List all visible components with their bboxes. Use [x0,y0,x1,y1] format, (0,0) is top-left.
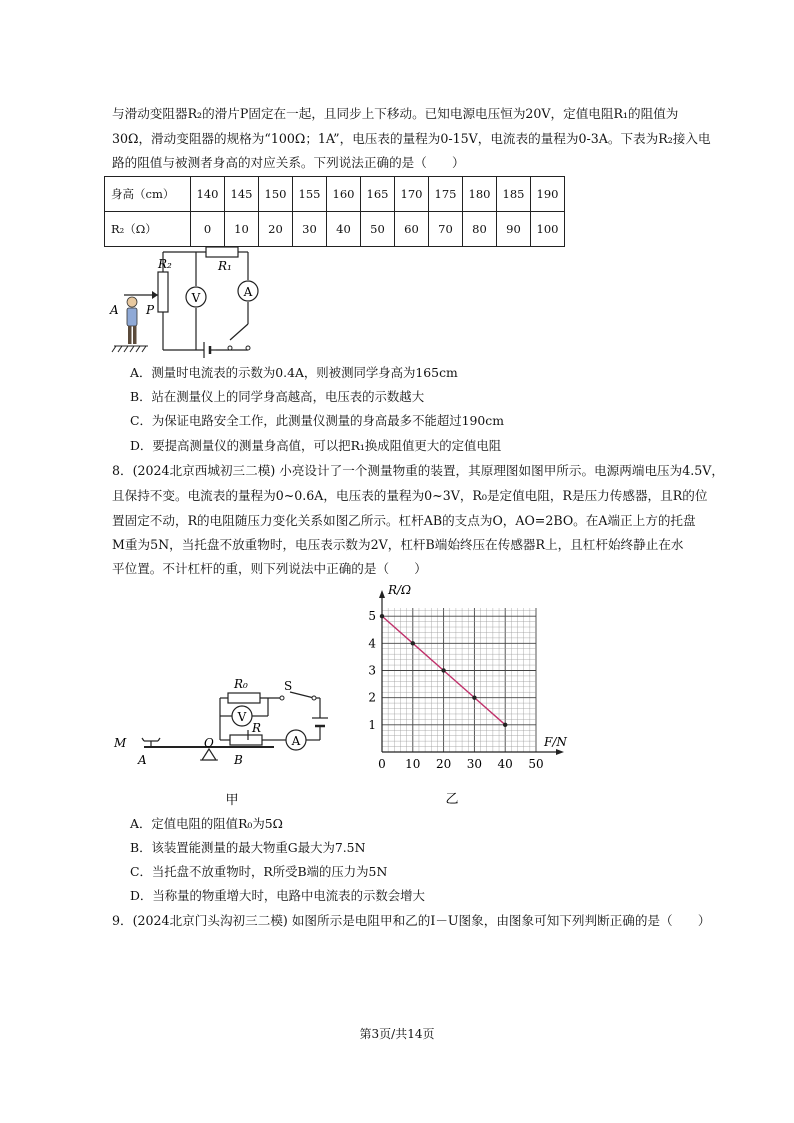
table-cell: 0 [191,212,225,247]
y-tick-label: 1 [368,717,376,732]
table-cell: 20 [259,212,293,247]
figure-jia-lever-circuit [108,668,348,808]
data-point [380,614,384,618]
table-cell: 60 [395,212,429,247]
x-axis-arrow [556,749,564,755]
point-a-label: A [110,303,119,317]
q9-text-line-1: 9．(2024北京门头沟初三二模) 如图所示是电阻甲和乙的I－U图象，由图象可知下列判断正确的是（ ） [112,913,711,928]
person-icon [127,297,137,344]
q7-option-b: B．站在测量仪上的同学身高越高，电压表的示数越大 [130,389,425,404]
x-tick-label: 50 [528,757,544,771]
table-cell: 50 [361,212,395,247]
ground-icon [112,346,148,352]
data-point [411,641,415,645]
q8-option-a: A．定值电阻的阻值R₀为5Ω [130,816,283,831]
sensor-r-label: R [252,721,262,735]
y-axis-arrow [379,590,385,598]
table-header-height: 身高（cm） [105,177,191,212]
q7-text-line-1: 与滑动变阻器R₂的滑片P固定在一起，且同步上下移动。已知电源电压恒为20V，定值电阻R₁的阻值为 [112,106,679,121]
table-header-resistance: R₂（Ω） [105,212,191,247]
r1-label: R₁ [218,259,232,273]
q8-text-line-1: 8．(2024北京西城初三二模) 小亮设计了一个测量物重的装置，其原理图如图甲所示。电源两端电压为4.5V， [112,463,724,478]
voltmeter-label: V [191,291,201,305]
table-cell: 175 [429,177,463,212]
q7-option-c: C．为保证电路安全工作，此测量仪测量的身高最多不能超过190cm [130,413,504,428]
lever-b-label: B [234,753,243,767]
data-point [472,695,476,699]
chart-xlabel: F/N [544,735,567,749]
fulcrum-icon [202,749,216,760]
table-cell: 30 [293,212,327,247]
table-cell: 160 [327,177,361,212]
r2-label: R₂ [158,257,172,271]
lever-a-label: A [138,753,147,767]
figure-yi-caption: 乙 [445,792,459,807]
q7-text-line-2: 30Ω，滑动变阻器的规格为“100Ω；1A”，电压表的量程为0-15V，电流表的量程为0-3A。下表为R₂接入电 [112,131,711,146]
table-cell: 165 [361,177,395,212]
x-tick-label: 20 [435,757,452,771]
q8-text-line-2: 且保持不变。电流表的量程为0~0.6A，电压表的量程为0~3V，R₀是定值电阻，R是压力传感器，且R的位 [112,488,708,503]
q8-text-line-5: 平位置。不计杠杆的重，则下列说法中正确的是（ ） [112,561,427,576]
height-resistance-table [104,176,565,247]
voltmeter-label: V [237,710,247,724]
table-cell: 155 [293,177,327,212]
x-tick-label: 40 [497,757,513,771]
q8-option-b: B．该装置能测量的最大物重G最大为7.5N [130,840,366,855]
table-cell: 100 [531,212,565,247]
q7-text-line-3: 路的阻值与被测者身高的对应关系。下列说法正确的是（ ） [112,155,465,170]
q8-option-c: C．当托盘不放重物时，R所受B端的压力为5N [130,864,388,879]
q7-option-d: D．要提高测量仪的测量身高值，可以把R₁换成阻值更大的定值电阻 [130,438,502,453]
x-tick-label: 0 [378,757,386,771]
table-cell: 140 [191,177,225,212]
fulcrum-o-label: O [204,736,214,750]
ammeter-label: A [243,285,253,299]
table-cell: 190 [531,177,565,212]
q8-text-line-4: M重为5N，当托盘不放重物时，电压表示数为2V，杠杆B端始终压在传感器R上，且杠杆始终静止在水 [112,537,684,552]
table-cell: 70 [429,212,463,247]
figure-yi-chart [360,578,580,813]
switch-label: S [284,679,293,693]
table-cell: 185 [497,177,531,212]
table-cell: 170 [395,177,429,212]
table-cell: 180 [463,177,497,212]
table-cell: 80 [463,212,497,247]
table-cell: 40 [327,212,361,247]
table-cell: 145 [225,177,259,212]
data-point [441,668,445,672]
q8-option-d: D．当称量的物重增大时，电路中电流表的示数会增大 [130,888,425,903]
table-cell: 10 [225,212,259,247]
page-footer: 第3页/共14页 [359,1027,435,1041]
q7-option-a: A．测量时电流表的示数为0.4A，则被测同学身高为165cm [130,365,458,380]
figure-jia-caption: 甲 [225,793,239,808]
table-cell: 90 [497,212,531,247]
x-tick-label: 10 [405,757,421,771]
x-tick-label: 30 [466,757,483,771]
y-tick-label: 4 [368,636,376,651]
y-tick-label: 2 [368,690,376,705]
table-row [105,177,565,212]
data-point [503,723,507,727]
ammeter-label: A [291,734,301,748]
q8-text-line-3: 置固定不动，R的电阻随压力变化关系如图乙所示。杠杆AB的支点为O，AO=2BO。在A端正上方的托盘 [112,513,696,528]
r0-label: R₀ [234,677,248,691]
y-tick-label: 5 [368,609,376,624]
table-cell: 150 [259,177,293,212]
point-p-label: P [146,303,155,317]
y-tick-label: 3 [368,663,376,678]
height-meter-circuit [108,240,278,360]
chart-ylabel: R/Ω [388,583,412,597]
tray-m-label: M [114,736,127,750]
